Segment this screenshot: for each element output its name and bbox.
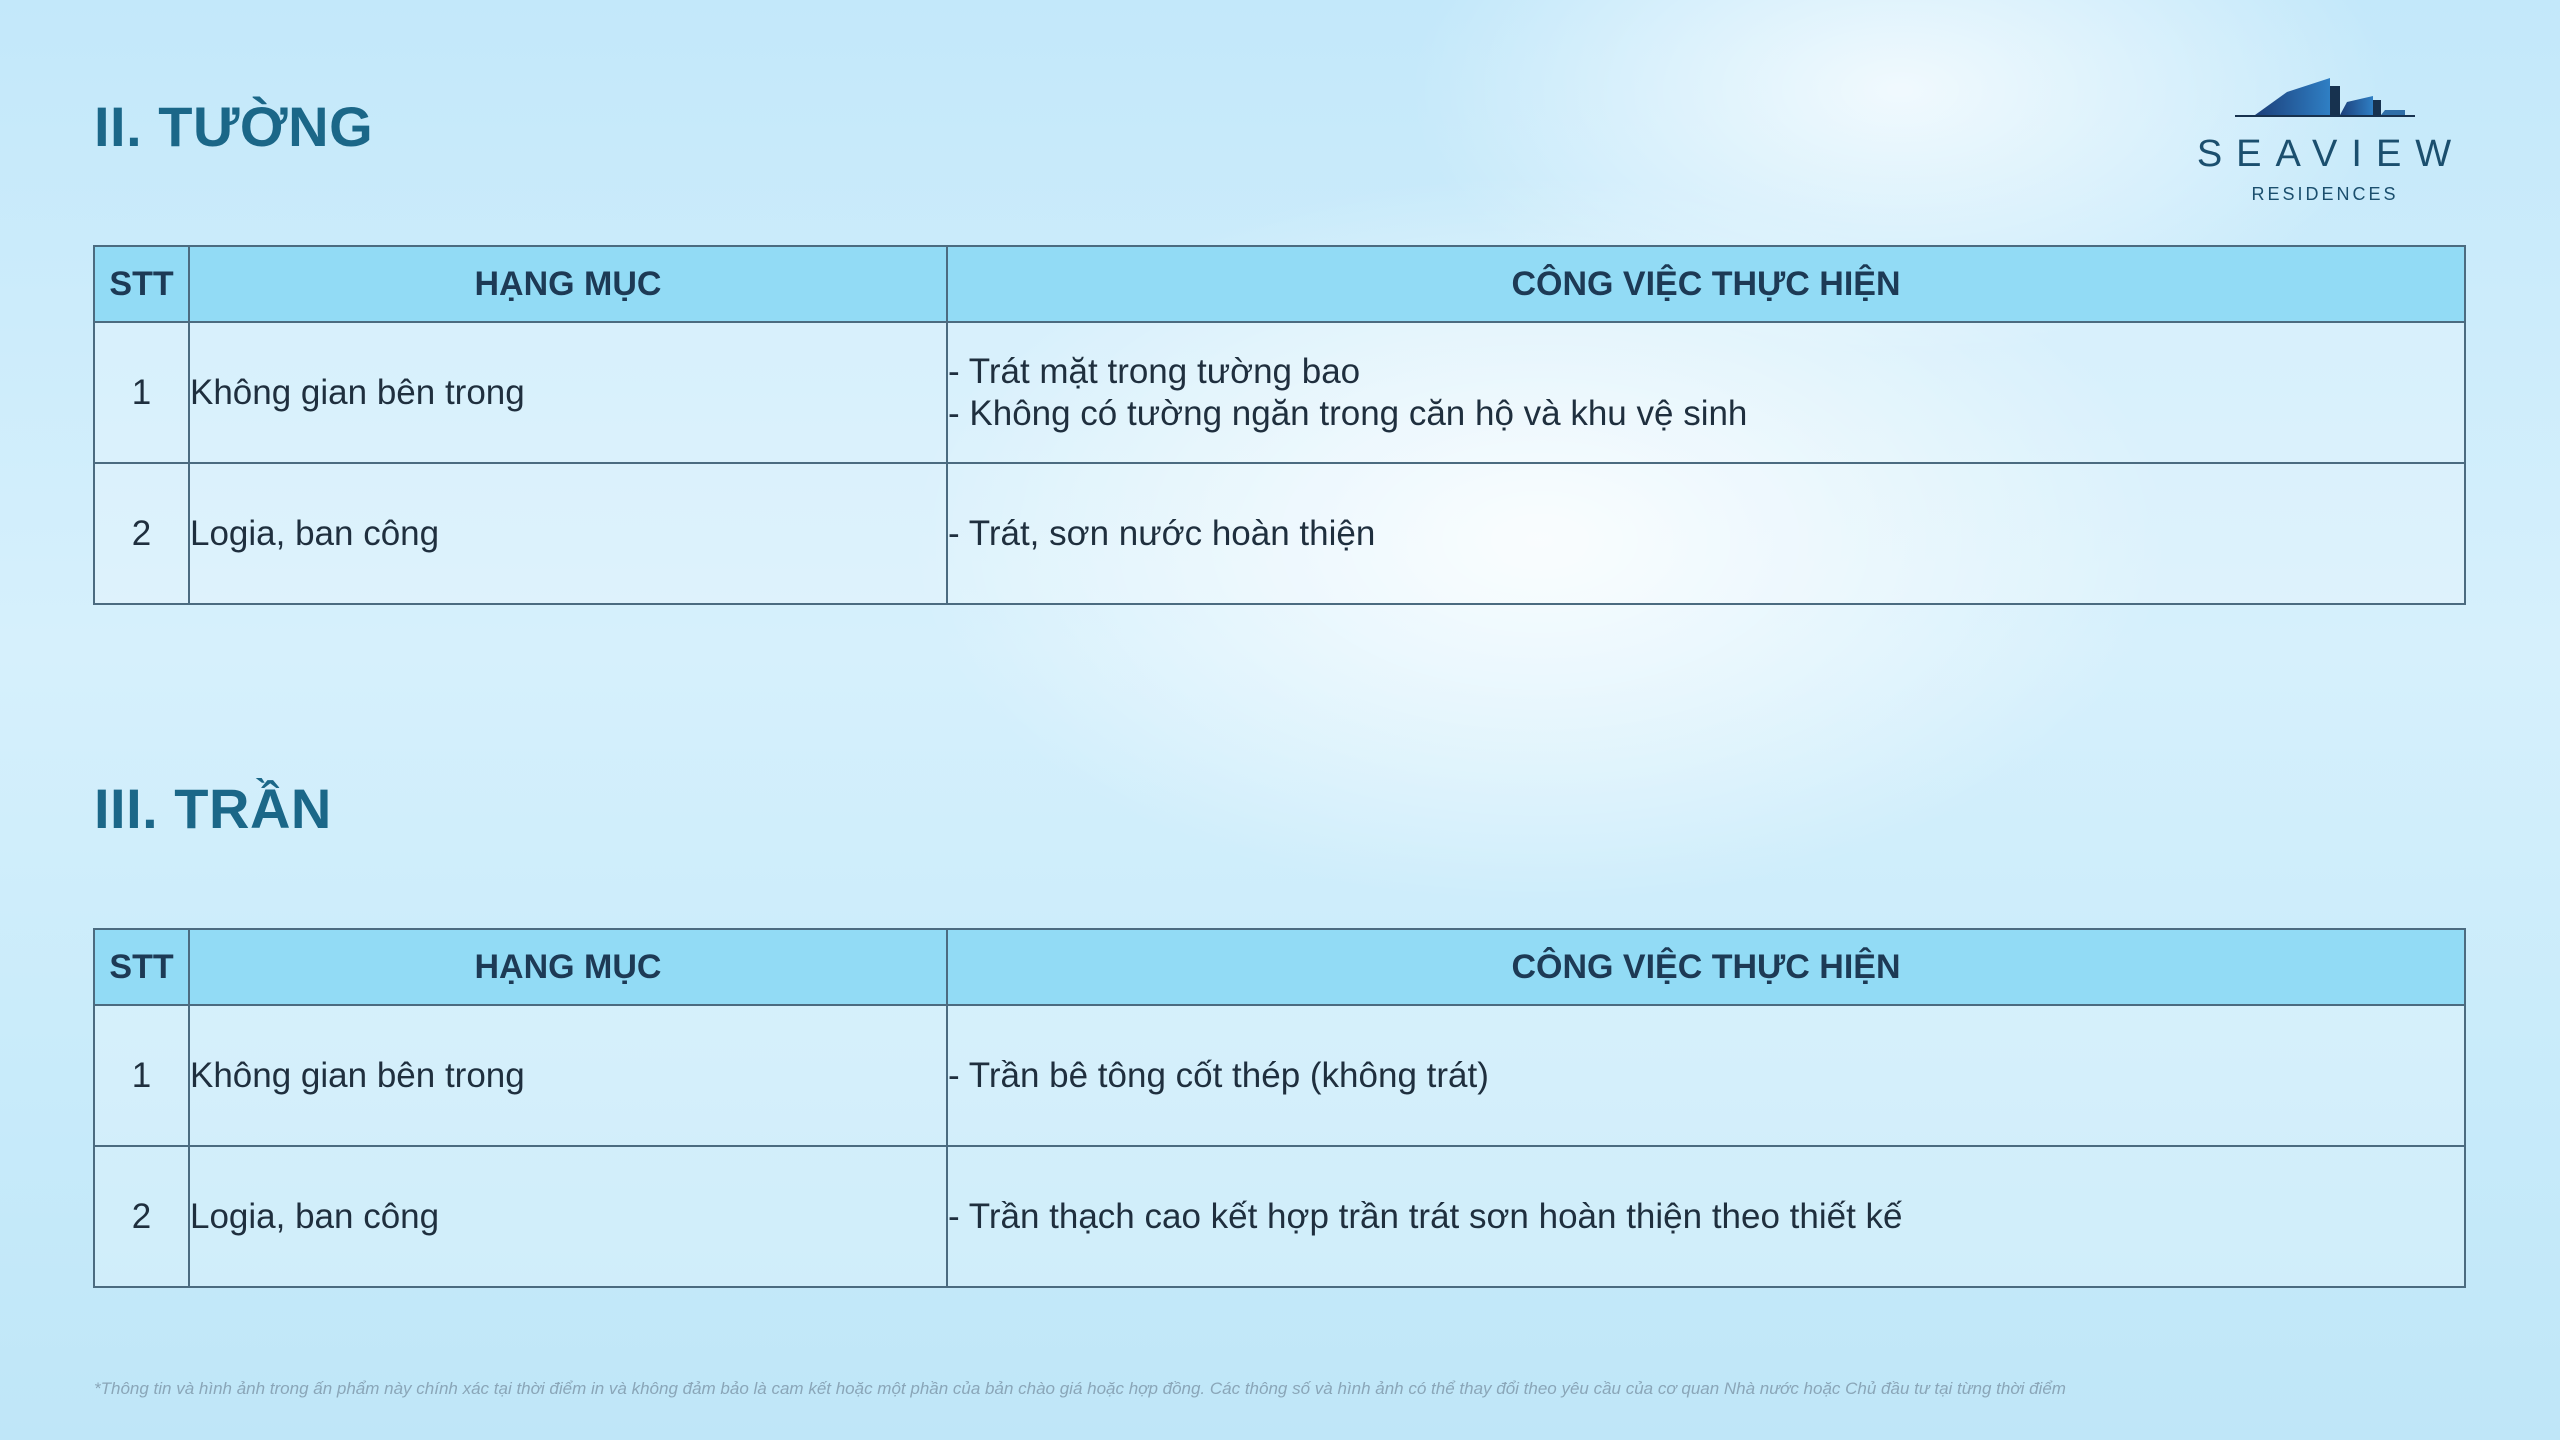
header-work: CÔNG VIỆC THỰC HIỆN (947, 929, 2465, 1005)
row-work (947, 1146, 2465, 1287)
header-stt: STT (94, 246, 189, 322)
header-work: CÔNG VIỆC THỰC HIỆN (947, 246, 2465, 322)
table-header-row (94, 929, 2465, 1005)
table-row (94, 322, 2465, 463)
row-stt: 2 (94, 463, 189, 604)
header-item: HẠNG MỤC (189, 929, 947, 1005)
disclaimer-footnote: *Thông tin và hình ảnh trong ấn phẩm này chính xác tại thời điểm in và không đảm bảo là cam kết hoặc một phần của bản chào giá hoặc hợp đồng. Các thông số và hình ảnh có thể thay đổi theo yêu cầu của cơ quan Nhà nước hoặc Chủ đầu tư tại từng thời điểm (94, 1379, 2066, 1398)
row-stt: 1 (94, 1005, 189, 1146)
table-row (94, 463, 2465, 604)
work-line: - Trát mặt trong tường bao (948, 351, 1361, 391)
row-work (947, 463, 2465, 604)
table-row (94, 1005, 2465, 1146)
ceiling-table (93, 928, 2466, 1288)
work-line: - Trát, sơn nước hoàn thiện (948, 513, 1376, 553)
row-item: Logia, ban công (189, 463, 947, 604)
header-item: HẠNG MỤC (189, 246, 947, 322)
walls-table (93, 245, 2466, 605)
section-title-ceiling: III. TRẦN (94, 777, 332, 840)
building-skyline-icon (2235, 76, 2415, 118)
row-item: Không gian bên trong (189, 1005, 947, 1146)
row-work (947, 1005, 2465, 1146)
logo-subtitle: RESIDENCES (2251, 184, 2399, 204)
row-item: Không gian bên trong (189, 322, 947, 463)
row-item: Logia, ban công (189, 1146, 947, 1287)
header-stt: STT (94, 929, 189, 1005)
logo-wordmark: SEAVIEW (2196, 133, 2466, 175)
work-line: - Trần bê tông cốt thép (không trát) (948, 1055, 1489, 1095)
work-line: - Không có tường ngăn trong căn hộ và khu vệ sinh (948, 393, 1748, 433)
seaview-logo (2180, 76, 2470, 206)
row-work (947, 322, 2465, 463)
row-stt: 1 (94, 322, 189, 463)
table-row (94, 1146, 2465, 1287)
row-stt: 2 (94, 1146, 189, 1287)
table-header-row (94, 246, 2465, 322)
work-line: - Trần thạch cao kết hợp trần trát sơn hoàn thiện theo thiết kế (948, 1196, 1903, 1236)
section-title-walls: II. TƯỜNG (94, 95, 374, 158)
